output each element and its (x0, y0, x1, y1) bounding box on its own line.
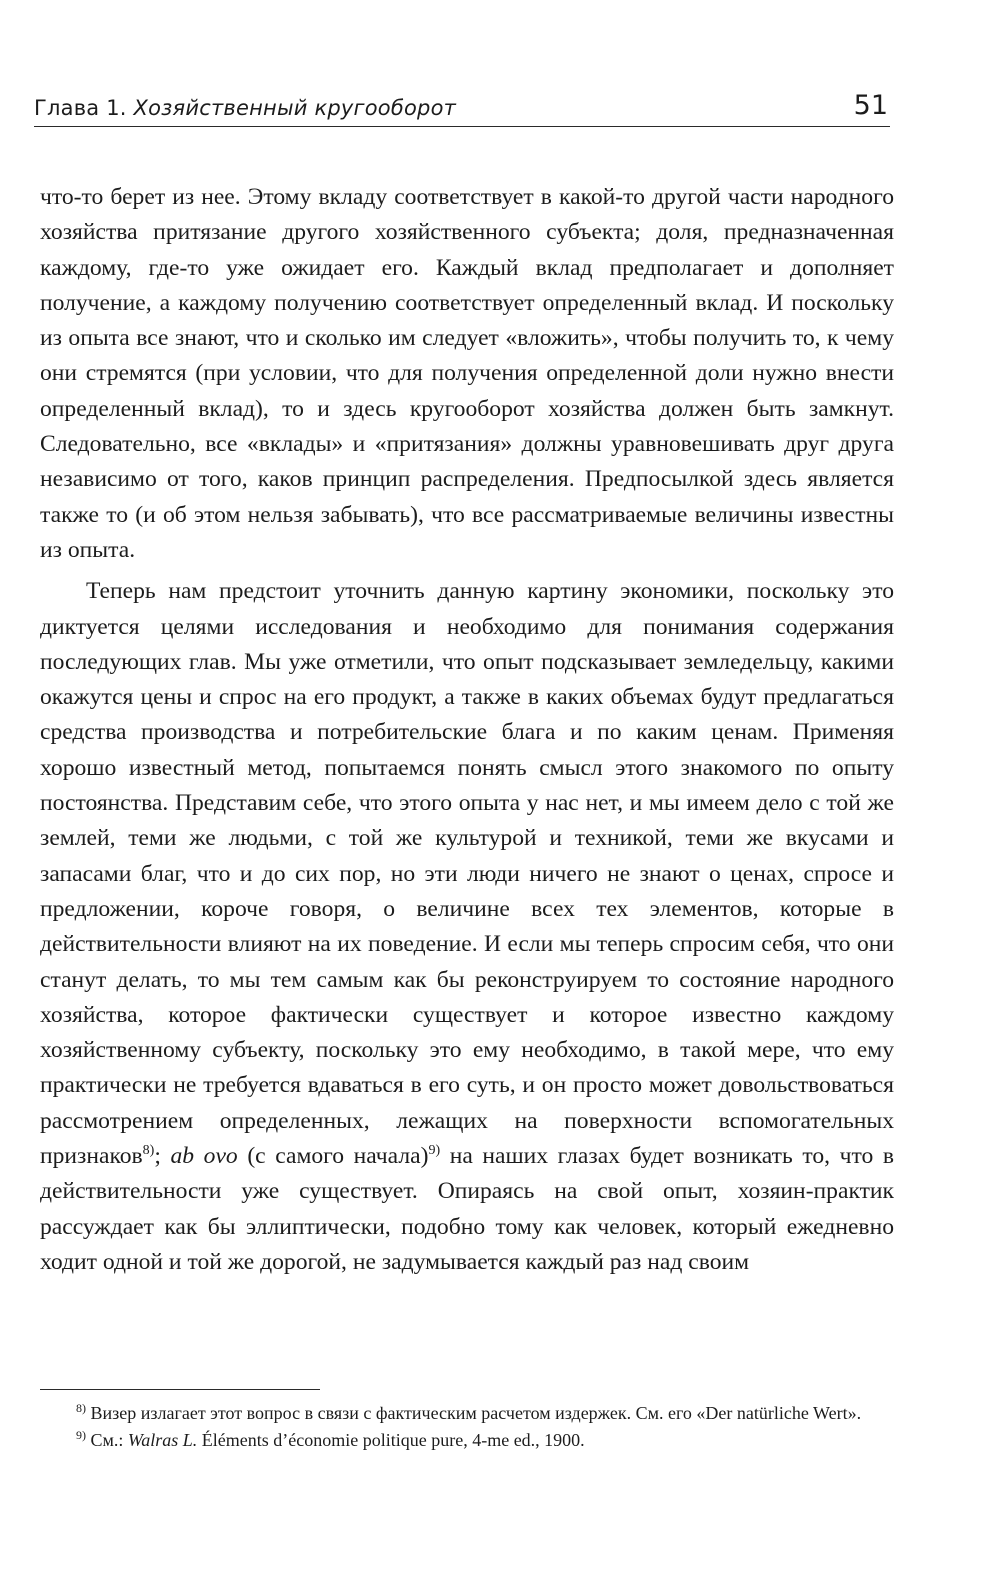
footnote-9-mark: 9) (76, 1428, 86, 1442)
footnote-ref-9[interactable]: 9) (428, 1143, 441, 1159)
footnote-9-text: Éléments d’économie politique pure, 4-me ed., 1900. (197, 1430, 585, 1450)
main-text (40, 180, 894, 1280)
footnote-8-text: Визер излагает этот вопрос в связи с фактическим расчетом издержек. См. его «Der natürliche Wert». (86, 1403, 862, 1423)
footnote-divider (40, 1389, 320, 1390)
latin-phrase: ab ovo (170, 1143, 238, 1170)
footnote-8 (40, 1400, 894, 1427)
footnote-9 (40, 1427, 894, 1454)
footnote-ref-8[interactable]: 8) (142, 1143, 155, 1159)
footnotes (40, 1400, 894, 1454)
chapter-heading (34, 96, 456, 120)
paragraph-2-part-d: на наших глазах будет возникать то, что в действительности уже существует. Опираясь на свой опыт, хозяин-практик рассуждает как бы эллиптически, подобно тому как человек, который ежедневно ходит одной и той же дорогой, не задумывается каждый раз над своим (40, 1143, 894, 1275)
paragraph-2-part-b: ; (154, 1143, 171, 1170)
running-header (34, 86, 890, 127)
footnote-9-prefix: См.: (86, 1430, 128, 1450)
page-number: 51 (853, 90, 888, 121)
paragraph-2 (40, 574, 894, 1280)
chapter-label: Глава 1. (34, 96, 127, 120)
paragraph-2-part-c: (с самого начала) (237, 1143, 429, 1170)
footnote-8-mark: 8) (76, 1401, 86, 1415)
paragraph-1: что-то берет из нее. Этому вкладу соответствует в какой-то другой части народного хозяйства притязание другого хозяйственного субъекта; доля, предназначенная каждому, где-то уже ожидает его. Каждый вклад предполагает и дополняет получение, а каждому получению соответствует определенный вклад. И поскольку из опыта все знают, что и сколько им следует «вложить», чтобы получить то, к чему они стремятся (при условии, что для получения определенной доли нужно внести определенный вклад), то и здесь кругооборот хозяйства должен быть замкнут. Следовательно, все «вклады» и «притязания» должны уравновешивать друг друга независимо от того, каков принцип распределения. Предпосылкой здесь является также то (и об этом нельзя забывать), что все рассматриваемые величины известны из опыта. (40, 184, 894, 563)
footnote-9-author: Walras L. (127, 1430, 198, 1450)
chapter-title: Хозяйственный кругооборот (133, 96, 457, 120)
paragraph-2-part-a: Теперь нам предстоит уточнить данную картину экономики, поскольку это диктуется целями исследования и необходимо для понимания содержания последующих глав. Мы уже отметили, что опыт подсказывает земледельцу, какими окажутся цены и спрос на его продукт, а также в каких объемах будут предлагаться средства производства и потребительские блага и по каким ценам. Применяя хорошо известный метод, попытаемся понять смысл этого знакомого по опыту постоянства. Представим себе, что этого опыта у нас нет, и мы имеем дело с той же землей, теми же людьми, с той же культурой и техникой, теми же вкусами и запасами благ, что и до сих пор, но эти люди ничего не знают о ценах, спросе и предложении, короче говоря, о величине всех тех элементов, которые в действительности влияют на их поведение. И если мы теперь спросим себя, что они станут делать, то мы тем самым как бы реконструируем то состояние народного хозяйства, которое фактически существует и которое известно каждому хозяйственному субъекту, поскольку это ему необходимо, в такой мере, что ему практически не требуется вдаваться в его суть, и он просто может довольствоваться рассмотрением определенных, лежащих на поверхности вспомогательных признаков (40, 578, 894, 1170)
